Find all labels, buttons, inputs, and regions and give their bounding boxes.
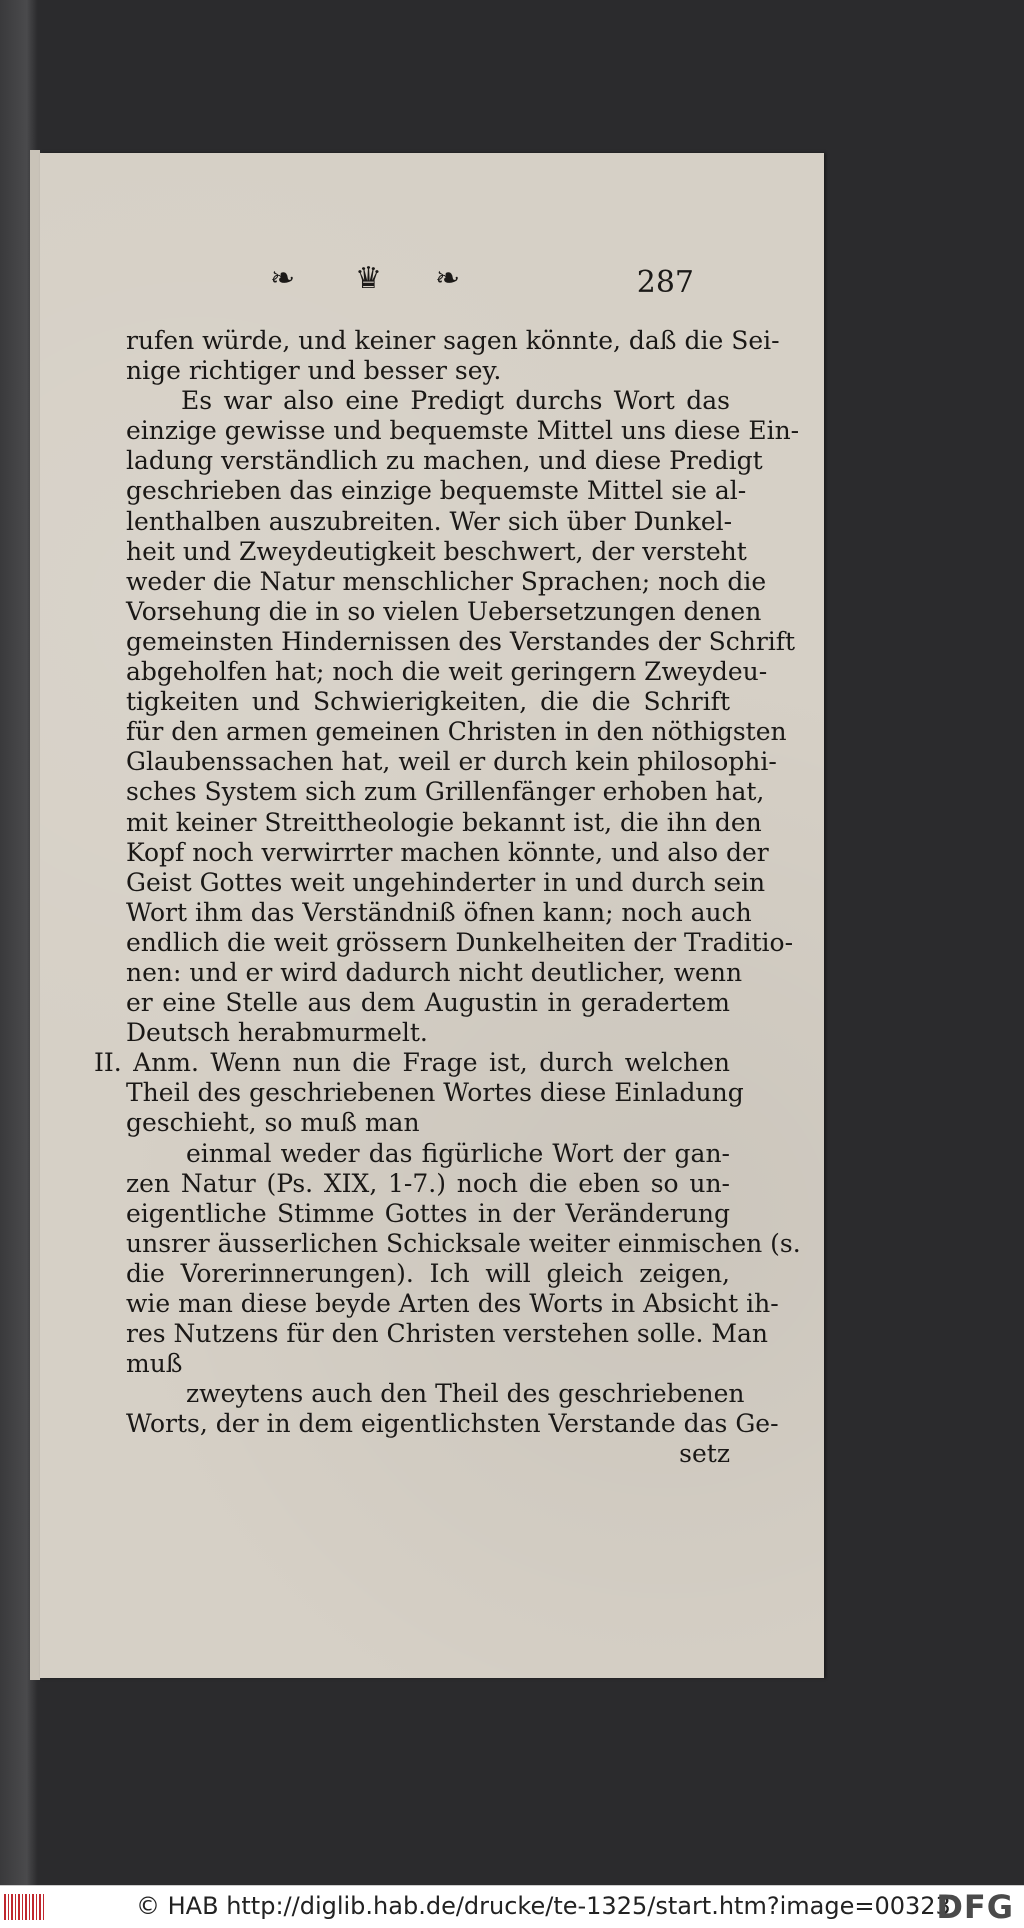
book-spine-strip: [0, 0, 38, 1885]
text-line: II. Anm. Wenn nun die Frage ist, durch welchen: [94, 1048, 730, 1078]
ornament-center-crown: ♛: [355, 261, 384, 296]
text-line: einzige gewisse und bequemste Mittel uns diese Ein-: [126, 416, 800, 446]
body-text: [94, 326, 801, 1470]
text-line: für den armen gemeinen Christen in den nöthigsten: [126, 717, 787, 747]
facing-page-edge: [30, 150, 40, 1680]
text-line: lenthalben auszubreiten. Wer sich über Dunkel-: [126, 506, 733, 536]
text-line: Kopf noch verwirrter machen könnte, und also der: [126, 837, 769, 867]
text-line: gemeinsten Hindernissen des Verstandes der Schrift: [126, 626, 796, 656]
text-line: heit und Zweydeutigkeit beschwert, der versteht: [126, 536, 747, 566]
text-line: sches System sich zum Grillenfänger erhoben hat,: [126, 777, 765, 807]
text-line: muß: [126, 1349, 183, 1379]
hab-logo-icon: [4, 1894, 44, 1920]
text-line: eigentliche Stimme Gottes in der Veränderung: [126, 1198, 730, 1228]
citation-link[interactable]: © HAB http://diglib.hab.de/drucke/te-1325/start.htm?image=00323: [136, 1892, 951, 1920]
ornament-left: ❧: [270, 261, 298, 296]
text-line: Wort ihm das Verständniß öfnen kann; noch auch: [126, 897, 752, 927]
ornament-right: ❧: [435, 261, 463, 296]
text-line: Deutsch herabmurmelt.: [126, 1018, 428, 1048]
text-line: zweytens auch den Theil des geschriebenen: [186, 1379, 745, 1409]
text-line: die Vorerinnerungen). Ich will gleich zeigen,: [126, 1258, 730, 1288]
footer-bar: [0, 1885, 1024, 1928]
text-line: rufen würde, und keiner sagen könnte, daß die Sei-: [126, 326, 780, 355]
text-line: einmal weder das figürliche Wort der gan-: [186, 1138, 730, 1168]
text-line: endlich die weit grössern Dunkelheiten der Traditio-: [126, 927, 794, 957]
text-line: unsrer äusserlichen Schicksale weiter einmischen (s.: [126, 1228, 801, 1258]
text-line: Geist Gottes weit ungehinderter in und durch sein: [126, 867, 766, 897]
text-line: zen Natur (Ps. XIX, 1-7.) noch die eben so un-: [126, 1168, 730, 1198]
dfg-logo: DFG: [936, 1888, 1014, 1926]
text-line: wie man diese beyde Arten des Worts in Absicht ih-: [126, 1289, 779, 1318]
text-line: Theil des geschriebenen Wortes diese Einladung: [126, 1078, 744, 1108]
text-line: Es war also eine Predigt durchs Wort das: [181, 386, 730, 416]
text-line: setz: [679, 1439, 730, 1469]
scanned-page: [40, 153, 824, 1678]
text-line: geschieht, so muß man: [126, 1108, 420, 1138]
text-line: Vorsehung die in so vielen Uebersetzungen denen: [126, 596, 762, 626]
text-line: nige richtiger und besser sey.: [126, 356, 502, 386]
text-line: weder die Natur menschlicher Sprachen; noch die: [126, 566, 767, 596]
page-number: 287: [636, 265, 694, 300]
text-line: ladung verständlich zu machen, und diese Predigt: [126, 446, 763, 476]
text-line: tigkeiten und Schwierigkeiten, die die Schrift: [126, 687, 730, 717]
text-line: Worts, der in dem eigentlichsten Verstande das Ge-: [126, 1409, 779, 1439]
text-line: abgeholfen hat; noch die weit geringern Zweydeu-: [126, 657, 768, 687]
text-line: geschrieben das einzige bequemste Mittel sie al-: [126, 476, 747, 506]
text-line: er eine Stelle aus dem Augustin in geradertem: [126, 988, 730, 1018]
text-line: Glaubenssachen hat, weil er durch kein philosophi-: [126, 747, 777, 777]
text-line: mit keiner Streittheologie bekannt ist, die ihn den: [126, 807, 762, 837]
text-line: res Nutzens für den Christen verstehen solle. Man: [126, 1319, 769, 1349]
text-line: nen: und er wird dadurch nicht deutlicher, wenn: [126, 957, 743, 987]
page-header: [40, 261, 824, 301]
